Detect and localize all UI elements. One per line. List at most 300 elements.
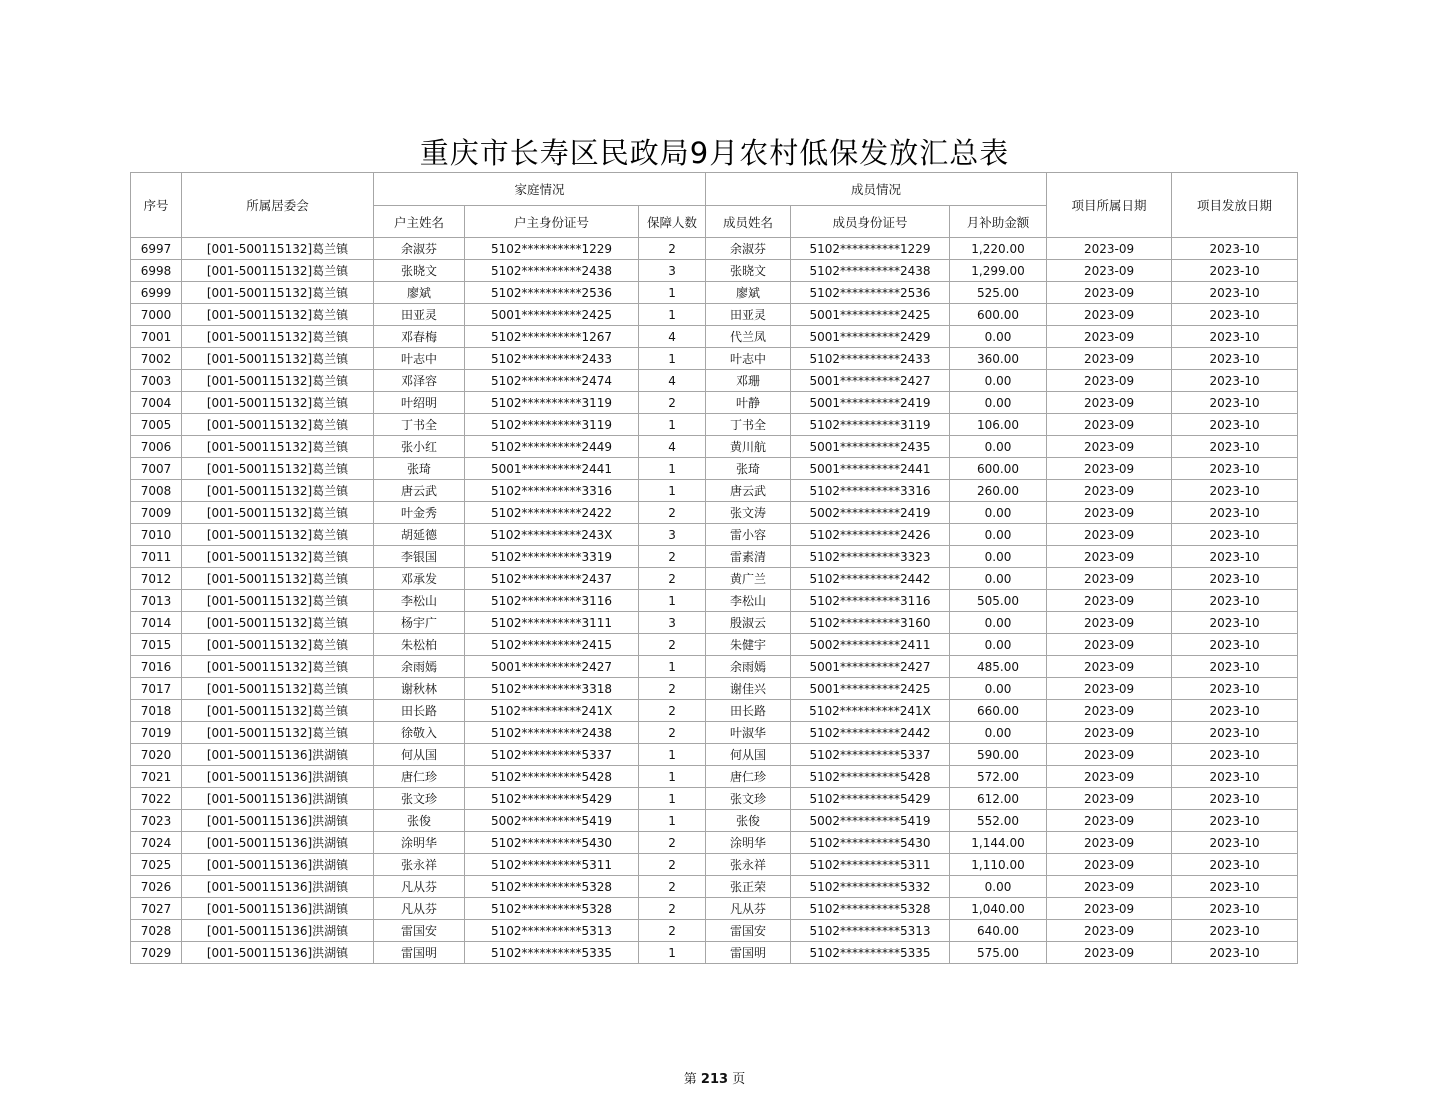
cell-insured-count: 1 [639, 942, 706, 964]
cell-seq: 7024 [131, 832, 182, 854]
table-row [131, 260, 1298, 282]
cell-monthly-amount: 525.00 [950, 282, 1047, 304]
cell-member-name: 叶淑华 [706, 722, 791, 744]
table-row [131, 392, 1298, 414]
cell-head-name: 张小红 [374, 436, 465, 458]
cell-insured-count: 2 [639, 898, 706, 920]
cell-head-id: 5001**********2427 [465, 656, 639, 678]
header-head-id: 户主身份证号 [465, 206, 639, 238]
cell-issue-month: 2023-10 [1172, 876, 1298, 898]
cell-member-name: 张永祥 [706, 854, 791, 876]
cell-seq: 7018 [131, 700, 182, 722]
cell-member-id: 5001**********2441 [791, 458, 950, 480]
table-row [131, 744, 1298, 766]
cell-committee: [001-500115132]葛兰镇 [182, 392, 374, 414]
cell-head-id: 5102**********5313 [465, 920, 639, 942]
footer-suffix: 页 [732, 1072, 746, 1087]
cell-head-id: 5102**********2438 [465, 260, 639, 282]
cell-head-id: 5102**********3116 [465, 590, 639, 612]
cell-member-id: 5102**********2442 [791, 568, 950, 590]
cell-member-name: 张晓文 [706, 260, 791, 282]
cell-head-id: 5102**********5335 [465, 942, 639, 964]
cell-head-id: 5102**********2474 [465, 370, 639, 392]
cell-member-id: 5102**********2433 [791, 348, 950, 370]
cell-seq: 7015 [131, 634, 182, 656]
cell-monthly-amount: 1,299.00 [950, 260, 1047, 282]
cell-committee: [001-500115132]葛兰镇 [182, 282, 374, 304]
cell-head-name: 朱松柏 [374, 634, 465, 656]
cell-head-name: 雷国安 [374, 920, 465, 942]
cell-issue-month: 2023-10 [1172, 502, 1298, 524]
cell-monthly-amount: 360.00 [950, 348, 1047, 370]
cell-member-id: 5001**********2427 [791, 656, 950, 678]
cell-issue-month: 2023-10 [1172, 788, 1298, 810]
cell-head-id: 5102**********3319 [465, 546, 639, 568]
cell-head-id: 5102**********1229 [465, 238, 639, 260]
cell-member-name: 谢佳兴 [706, 678, 791, 700]
cell-insured-count: 2 [639, 722, 706, 744]
cell-committee: [001-500115132]葛兰镇 [182, 590, 374, 612]
cell-member-name: 张文涛 [706, 502, 791, 524]
cell-project-month: 2023-09 [1047, 326, 1172, 348]
cell-monthly-amount: 0.00 [950, 634, 1047, 656]
page-number: 213 [700, 1072, 729, 1087]
cell-head-id: 5102**********241X [465, 700, 639, 722]
cell-insured-count: 3 [639, 524, 706, 546]
cell-monthly-amount: 575.00 [950, 942, 1047, 964]
cell-committee: [001-500115132]葛兰镇 [182, 656, 374, 678]
cell-monthly-amount: 640.00 [950, 920, 1047, 942]
cell-head-id: 5002**********5419 [465, 810, 639, 832]
cell-monthly-amount: 1,220.00 [950, 238, 1047, 260]
cell-committee: [001-500115136]洪湖镇 [182, 898, 374, 920]
cell-monthly-amount: 612.00 [950, 788, 1047, 810]
cell-insured-count: 1 [639, 590, 706, 612]
cell-issue-month: 2023-10 [1172, 326, 1298, 348]
cell-member-name: 雷素清 [706, 546, 791, 568]
cell-committee: [001-500115132]葛兰镇 [182, 612, 374, 634]
cell-monthly-amount: 505.00 [950, 590, 1047, 612]
cell-issue-month: 2023-10 [1172, 700, 1298, 722]
cell-head-name: 谢秋林 [374, 678, 465, 700]
cell-head-id: 5102**********3316 [465, 480, 639, 502]
cell-head-id: 5102**********5328 [465, 898, 639, 920]
cell-project-month: 2023-09 [1047, 920, 1172, 942]
cell-head-name: 张文珍 [374, 788, 465, 810]
table-row [131, 414, 1298, 436]
table-row [131, 458, 1298, 480]
cell-seq: 7023 [131, 810, 182, 832]
cell-head-name: 邓泽容 [374, 370, 465, 392]
cell-member-name: 张正荣 [706, 876, 791, 898]
header-member-group: 成员情况 [706, 173, 1047, 206]
cell-member-id: 5102**********2536 [791, 282, 950, 304]
cell-member-id: 5102**********3116 [791, 590, 950, 612]
cell-head-id: 5102**********3119 [465, 414, 639, 436]
cell-member-name: 代兰凤 [706, 326, 791, 348]
cell-committee: [001-500115136]洪湖镇 [182, 854, 374, 876]
cell-project-month: 2023-09 [1047, 634, 1172, 656]
table-row [131, 832, 1298, 854]
cell-insured-count: 2 [639, 502, 706, 524]
header-committee: 所属居委会 [182, 173, 374, 238]
cell-project-month: 2023-09 [1047, 436, 1172, 458]
cell-issue-month: 2023-10 [1172, 766, 1298, 788]
cell-head-name: 唐仁珍 [374, 766, 465, 788]
cell-head-id: 5102**********2415 [465, 634, 639, 656]
cell-member-id: 5002**********2419 [791, 502, 950, 524]
cell-monthly-amount: 572.00 [950, 766, 1047, 788]
cell-insured-count: 4 [639, 326, 706, 348]
cell-head-name: 叶志中 [374, 348, 465, 370]
table-row [131, 568, 1298, 590]
cell-committee: [001-500115132]葛兰镇 [182, 436, 374, 458]
cell-seq: 7017 [131, 678, 182, 700]
cell-seq: 7000 [131, 304, 182, 326]
cell-project-month: 2023-09 [1047, 238, 1172, 260]
cell-member-name: 朱健宇 [706, 634, 791, 656]
cell-head-name: 李松山 [374, 590, 465, 612]
cell-issue-month: 2023-10 [1172, 656, 1298, 678]
cell-project-month: 2023-09 [1047, 590, 1172, 612]
cell-committee: [001-500115136]洪湖镇 [182, 832, 374, 854]
cell-head-id: 5102**********5430 [465, 832, 639, 854]
cell-head-name: 丁书全 [374, 414, 465, 436]
cell-project-month: 2023-09 [1047, 678, 1172, 700]
cell-head-name: 田亚灵 [374, 304, 465, 326]
cell-monthly-amount: 0.00 [950, 436, 1047, 458]
cell-insured-count: 1 [639, 788, 706, 810]
table-row [131, 480, 1298, 502]
cell-member-id: 5102**********5337 [791, 744, 950, 766]
cell-insured-count: 2 [639, 634, 706, 656]
table-row [131, 942, 1298, 964]
cell-insured-count: 2 [639, 854, 706, 876]
cell-member-name: 黄广兰 [706, 568, 791, 590]
table-row [131, 502, 1298, 524]
cell-committee: [001-500115132]葛兰镇 [182, 502, 374, 524]
cell-insured-count: 1 [639, 766, 706, 788]
cell-seq: 7019 [131, 722, 182, 744]
cell-head-name: 唐云武 [374, 480, 465, 502]
table-body [131, 238, 1298, 964]
cell-member-name: 黄川航 [706, 436, 791, 458]
cell-committee: [001-500115136]洪湖镇 [182, 920, 374, 942]
cell-head-name: 廖斌 [374, 282, 465, 304]
cell-head-name: 徐敬入 [374, 722, 465, 744]
cell-head-name: 邓承发 [374, 568, 465, 590]
cell-head-name: 余淑芬 [374, 238, 465, 260]
cell-committee: [001-500115132]葛兰镇 [182, 260, 374, 282]
page-footer [0, 1068, 1429, 1087]
cell-committee: [001-500115136]洪湖镇 [182, 810, 374, 832]
cell-member-id: 5102**********5430 [791, 832, 950, 854]
cell-monthly-amount: 590.00 [950, 744, 1047, 766]
header-insured-count: 保障人数 [639, 206, 706, 238]
cell-issue-month: 2023-10 [1172, 238, 1298, 260]
cell-head-id: 5102**********1267 [465, 326, 639, 348]
cell-committee: [001-500115132]葛兰镇 [182, 370, 374, 392]
cell-monthly-amount: 0.00 [950, 370, 1047, 392]
cell-monthly-amount: 1,144.00 [950, 832, 1047, 854]
cell-member-id: 5102**********241X [791, 700, 950, 722]
header-member-id: 成员身份证号 [791, 206, 950, 238]
cell-insured-count: 4 [639, 436, 706, 458]
cell-head-name: 叶金秀 [374, 502, 465, 524]
cell-issue-month: 2023-10 [1172, 612, 1298, 634]
cell-seq: 7022 [131, 788, 182, 810]
cell-head-name: 邓春梅 [374, 326, 465, 348]
cell-member-id: 5102**********5428 [791, 766, 950, 788]
cell-seq: 7011 [131, 546, 182, 568]
cell-member-name: 邓珊 [706, 370, 791, 392]
cell-issue-month: 2023-10 [1172, 678, 1298, 700]
cell-project-month: 2023-09 [1047, 766, 1172, 788]
table-row [131, 524, 1298, 546]
cell-seq: 7002 [131, 348, 182, 370]
cell-member-name: 田长路 [706, 700, 791, 722]
cell-committee: [001-500115132]葛兰镇 [182, 546, 374, 568]
cell-issue-month: 2023-10 [1172, 810, 1298, 832]
cell-issue-month: 2023-10 [1172, 282, 1298, 304]
cell-head-name: 涂明华 [374, 832, 465, 854]
cell-member-name: 雷国安 [706, 920, 791, 942]
cell-member-id: 5102**********2426 [791, 524, 950, 546]
cell-issue-month: 2023-10 [1172, 348, 1298, 370]
cell-member-id: 5102**********3323 [791, 546, 950, 568]
cell-issue-month: 2023-10 [1172, 898, 1298, 920]
table-row [131, 920, 1298, 942]
cell-project-month: 2023-09 [1047, 612, 1172, 634]
cell-member-name: 张文珍 [706, 788, 791, 810]
cell-committee: [001-500115132]葛兰镇 [182, 480, 374, 502]
cell-seq: 7013 [131, 590, 182, 612]
cell-monthly-amount: 485.00 [950, 656, 1047, 678]
cell-head-id: 5102**********3111 [465, 612, 639, 634]
cell-member-id: 5102**********5429 [791, 788, 950, 810]
cell-member-name: 余淑芬 [706, 238, 791, 260]
cell-project-month: 2023-09 [1047, 414, 1172, 436]
cell-project-month: 2023-09 [1047, 876, 1172, 898]
cell-project-month: 2023-09 [1047, 700, 1172, 722]
cell-committee: [001-500115132]葛兰镇 [182, 238, 374, 260]
cell-member-name: 廖斌 [706, 282, 791, 304]
cell-head-id: 5001**********2441 [465, 458, 639, 480]
cell-insured-count: 1 [639, 810, 706, 832]
table-row [131, 898, 1298, 920]
cell-issue-month: 2023-10 [1172, 634, 1298, 656]
cell-head-name: 张永祥 [374, 854, 465, 876]
cell-issue-month: 2023-10 [1172, 744, 1298, 766]
cell-head-id: 5001**********2425 [465, 304, 639, 326]
cell-issue-month: 2023-10 [1172, 832, 1298, 854]
cell-seq: 7006 [131, 436, 182, 458]
cell-committee: [001-500115136]洪湖镇 [182, 766, 374, 788]
cell-committee: [001-500115132]葛兰镇 [182, 458, 374, 480]
table-row [131, 810, 1298, 832]
table-row [131, 546, 1298, 568]
cell-seq: 7005 [131, 414, 182, 436]
cell-member-id: 5102**********5313 [791, 920, 950, 942]
cell-head-id: 5102**********2438 [465, 722, 639, 744]
cell-head-id: 5102**********3318 [465, 678, 639, 700]
cell-insured-count: 2 [639, 546, 706, 568]
header-project-month: 项目所属日期 [1047, 173, 1172, 238]
cell-project-month: 2023-09 [1047, 370, 1172, 392]
cell-head-id: 5102**********2536 [465, 282, 639, 304]
cell-monthly-amount: 1,040.00 [950, 898, 1047, 920]
cell-member-name: 唐云武 [706, 480, 791, 502]
header-issue-month: 项目发放日期 [1172, 173, 1298, 238]
cell-member-name: 田亚灵 [706, 304, 791, 326]
cell-committee: [001-500115132]葛兰镇 [182, 700, 374, 722]
cell-issue-month: 2023-10 [1172, 304, 1298, 326]
cell-member-id: 5001**********2419 [791, 392, 950, 414]
cell-project-month: 2023-09 [1047, 854, 1172, 876]
cell-head-id: 5102**********2449 [465, 436, 639, 458]
cell-project-month: 2023-09 [1047, 568, 1172, 590]
cell-member-id: 5102**********5328 [791, 898, 950, 920]
cell-committee: [001-500115132]葛兰镇 [182, 326, 374, 348]
cell-head-id: 5102**********5328 [465, 876, 639, 898]
cell-project-month: 2023-09 [1047, 392, 1172, 414]
cell-head-name: 余雨嫣 [374, 656, 465, 678]
cell-insured-count: 2 [639, 238, 706, 260]
cell-member-name: 张琦 [706, 458, 791, 480]
cell-member-name: 张俊 [706, 810, 791, 832]
cell-insured-count: 2 [639, 678, 706, 700]
cell-monthly-amount: 660.00 [950, 700, 1047, 722]
cell-issue-month: 2023-10 [1172, 260, 1298, 282]
cell-seq: 7029 [131, 942, 182, 964]
cell-member-id: 5001**********2435 [791, 436, 950, 458]
cell-issue-month: 2023-10 [1172, 942, 1298, 964]
cell-project-month: 2023-09 [1047, 260, 1172, 282]
cell-committee: [001-500115132]葛兰镇 [182, 678, 374, 700]
cell-seq: 7010 [131, 524, 182, 546]
cell-member-id: 5001**********2425 [791, 678, 950, 700]
cell-head-id: 5102**********3119 [465, 392, 639, 414]
cell-project-month: 2023-09 [1047, 656, 1172, 678]
cell-head-id: 5102**********243X [465, 524, 639, 546]
cell-monthly-amount: 0.00 [950, 876, 1047, 898]
cell-project-month: 2023-09 [1047, 832, 1172, 854]
cell-committee: [001-500115132]葛兰镇 [182, 348, 374, 370]
cell-seq: 7014 [131, 612, 182, 634]
cell-project-month: 2023-09 [1047, 810, 1172, 832]
cell-issue-month: 2023-10 [1172, 546, 1298, 568]
cell-seq: 7016 [131, 656, 182, 678]
cell-seq: 7026 [131, 876, 182, 898]
cell-seq: 7028 [131, 920, 182, 942]
cell-monthly-amount: 0.00 [950, 678, 1047, 700]
cell-head-name: 张晓文 [374, 260, 465, 282]
cell-insured-count: 1 [639, 282, 706, 304]
cell-member-id: 5102**********2442 [791, 722, 950, 744]
cell-seq: 6998 [131, 260, 182, 282]
cell-issue-month: 2023-10 [1172, 370, 1298, 392]
cell-member-id: 5102**********5311 [791, 854, 950, 876]
cell-member-name: 李松山 [706, 590, 791, 612]
cell-member-id: 5102**********3119 [791, 414, 950, 436]
page-title: 重庆市长寿区民政局9月农村低保发放汇总表 [419, 136, 1010, 170]
cell-member-id: 5001**********2427 [791, 370, 950, 392]
cell-member-id: 5102**********2438 [791, 260, 950, 282]
table-row [131, 700, 1298, 722]
cell-seq: 7012 [131, 568, 182, 590]
cell-monthly-amount: 0.00 [950, 326, 1047, 348]
cell-seq: 7003 [131, 370, 182, 392]
cell-project-month: 2023-09 [1047, 942, 1172, 964]
cell-issue-month: 2023-10 [1172, 480, 1298, 502]
cell-project-month: 2023-09 [1047, 282, 1172, 304]
cell-insured-count: 2 [639, 568, 706, 590]
cell-monthly-amount: 0.00 [950, 502, 1047, 524]
table-row [131, 238, 1298, 260]
cell-monthly-amount: 106.00 [950, 414, 1047, 436]
cell-member-id: 5102**********1229 [791, 238, 950, 260]
cell-head-name: 田长路 [374, 700, 465, 722]
cell-project-month: 2023-09 [1047, 546, 1172, 568]
cell-committee: [001-500115132]葛兰镇 [182, 634, 374, 656]
cell-member-id: 5102**********3160 [791, 612, 950, 634]
table-row [131, 634, 1298, 656]
cell-monthly-amount: 0.00 [950, 546, 1047, 568]
cell-committee: [001-500115136]洪湖镇 [182, 942, 374, 964]
cell-insured-count: 1 [639, 458, 706, 480]
cell-issue-month: 2023-10 [1172, 722, 1298, 744]
cell-member-name: 涂明华 [706, 832, 791, 854]
cell-monthly-amount: 0.00 [950, 524, 1047, 546]
cell-issue-month: 2023-10 [1172, 414, 1298, 436]
cell-seq: 7007 [131, 458, 182, 480]
cell-insured-count: 1 [639, 348, 706, 370]
cell-head-name: 杨宇广 [374, 612, 465, 634]
cell-insured-count: 2 [639, 876, 706, 898]
cell-head-id: 5102**********5311 [465, 854, 639, 876]
footer-prefix: 第 [683, 1072, 697, 1087]
cell-member-id: 5102**********5335 [791, 942, 950, 964]
cell-head-id: 5102**********5428 [465, 766, 639, 788]
header-monthly-amount: 月补助金额 [950, 206, 1047, 238]
table-row [131, 612, 1298, 634]
cell-insured-count: 1 [639, 656, 706, 678]
table-row [131, 788, 1298, 810]
table-row [131, 348, 1298, 370]
cell-seq: 7001 [131, 326, 182, 348]
cell-project-month: 2023-09 [1047, 524, 1172, 546]
cell-committee: [001-500115132]葛兰镇 [182, 722, 374, 744]
cell-head-name: 李银国 [374, 546, 465, 568]
cell-member-name: 殷淑云 [706, 612, 791, 634]
allowance-table [130, 172, 1298, 964]
cell-seq: 7027 [131, 898, 182, 920]
cell-head-id: 5102**********5337 [465, 744, 639, 766]
table-row [131, 656, 1298, 678]
table-row [131, 370, 1298, 392]
cell-committee: [001-500115132]葛兰镇 [182, 414, 374, 436]
cell-issue-month: 2023-10 [1172, 392, 1298, 414]
cell-monthly-amount: 0.00 [950, 568, 1047, 590]
cell-member-name: 丁书全 [706, 414, 791, 436]
cell-monthly-amount: 0.00 [950, 612, 1047, 634]
cell-member-name: 何从国 [706, 744, 791, 766]
cell-seq: 7025 [131, 854, 182, 876]
cell-committee: [001-500115132]葛兰镇 [182, 304, 374, 326]
cell-project-month: 2023-09 [1047, 744, 1172, 766]
cell-seq: 7021 [131, 766, 182, 788]
cell-insured-count: 3 [639, 612, 706, 634]
